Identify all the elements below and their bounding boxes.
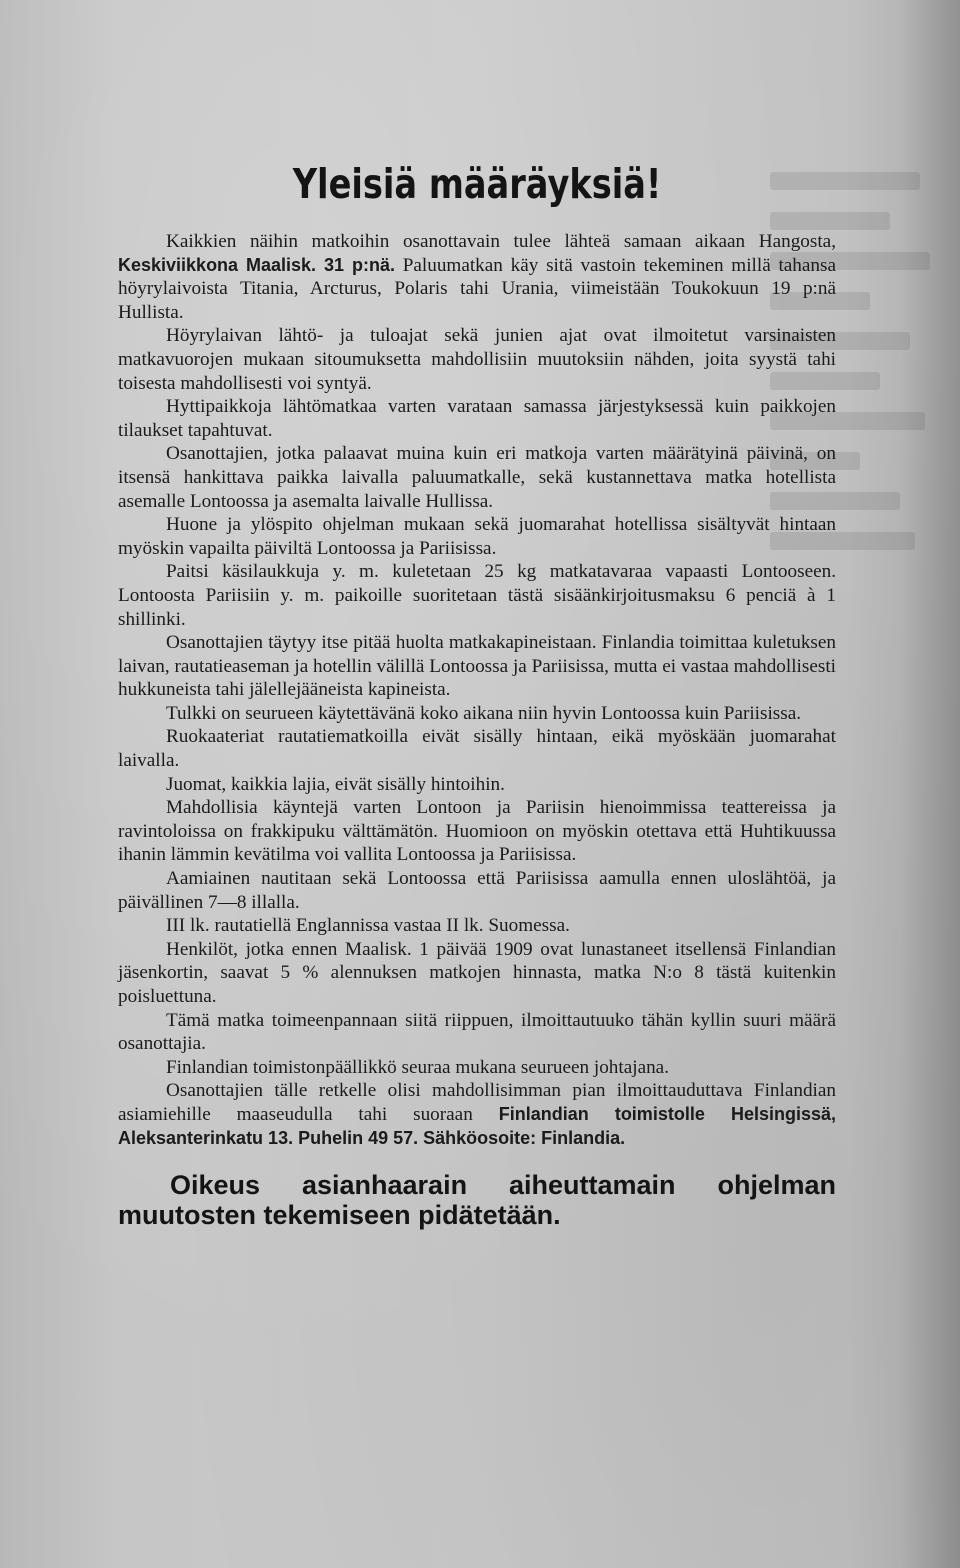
paragraph-breakfast: Aamiainen nautitaan sekä Lontoossa että Pariisissa aamulla ennen uloslähtöä, ja päivällinen 7—8 illalla. xyxy=(118,868,836,913)
closing-notice: Oikeus asianhaarain aiheuttamain ohjelman muutosten tekemiseen pidätetään. xyxy=(118,1170,836,1231)
paragraph-registration xyxy=(118,1079,836,1150)
paragraph-conditions: Tämä matka toimeenpannaan siitä riippuen, ilmoittautuuko tähän kyllin suuri määrä osanottajia. xyxy=(118,1009,836,1055)
paragraph-room-board: Huone ja ylöspito ohjelman mukaan sekä juomarahat hotellissa sisältyvät hintaan myöskin vapailta päiviltä Lontoossa ja Pariisissa. xyxy=(118,514,836,559)
paragraph-text: Osanottajien tälle retkelle olisi mahdollisimman pian ilmoittauduttava Finlandian asiamiehille maaseudulla tahi suoraan xyxy=(118,1080,836,1125)
paragraph-departure xyxy=(118,230,836,324)
paragraph-text: Kaikkien näihin matkoihin osanottavain tulee lähteä samaan aikaan Hangosta, xyxy=(166,231,836,252)
paragraph-meals: Ruokaateriat rautatiematkoilla eivät sisälly hintaan, eikä myöskään juomarahat laivalla. xyxy=(118,726,836,772)
paragraph-belongings: Osanottajien täytyy itse pitää huolta matkakapineistaan. Finlandia toimittaa kuletuksen laivan, rautatieaseman ja hotellin välillä Lontoossa ja Pariisissa, mutta ei vastaa mahdollisesti hukkuneista tahi jälellejääneista kapineista. xyxy=(118,632,836,701)
paragraph-interpreter: Tulkki on seurueen käytettävänä koko aikana niin hyvin Lontoossa kuin Pariisissa. xyxy=(166,702,802,724)
paragraph-leader: Finlandian toimistonpäällikkö seuraa mukana seurueen johtajana. xyxy=(166,1056,669,1078)
document-body xyxy=(118,160,836,1257)
paragraph-timetables: Höyrylaivan lähtö- ja tuloajat sekä junien ajat ovat ilmoitetut varsinaisten matkavuorojen mukaan sitoumuksetta mahdollisiin muutoksiin nähden, joita syystä tahi toisesta mahdollisesti voi syntyä. xyxy=(118,325,836,394)
departure-date-emphasis: Keskiviikkona Maalisk. 31 p:nä. xyxy=(118,254,395,275)
paragraph-drinks: Juomat, kaikkia lajia, eivät sisälly hintoihin. xyxy=(166,773,505,795)
page-title: Yleisiä määräyksiä! xyxy=(292,160,662,208)
paragraph-text: Paluumatkan käy sitä vastoin tekeminen millä tahansa höyrylaivoista Titania, Arcturus, Polaris tahi Urania, viimeistään Toukokuun 19 p:nä Hullista. xyxy=(118,254,836,323)
office-contact-emphasis: Finlandian toimistolle Helsingissä, Aleksanterinkatu 13. Puhelin 49 57. Sähköosoite: Finlandia. xyxy=(118,1103,836,1148)
paragraph-discount: Henkilöt, jotka ennen Maalisk. 1 päivää 1909 ovat lunastaneet itsellensä Finlandian jäsenkortin, saavat 5 % alennuksen matkojen hinnasta, matka N:o 8 tästä kuitenkin poisluettuna. xyxy=(118,938,836,1007)
paragraph-cabins: Hyttipaikkoja lähtömatkaa varten varataan samassa järjestyksessä kuin paikkojen tilaukset tapahtuvat. xyxy=(118,396,836,441)
paragraph-attire: Mahdollisia käyntejä varten Lontoon ja Pariisin hienoimmissa teattereissa ja ravintoloissa on frakkipuku välttämätön. Huomioon on myöskin otettava että Huhtikuussa ihanin lämmin kevätilma voi vallita Lontoossa ja Pariisissa. xyxy=(118,797,836,866)
paragraph-return-travel: Osanottajien, jotka palaavat muina kuin eri matkoja varten määrätyinä päivinä, on itsensä hankittava paikka laivalla paluumatkalle, sekä kustannettava matka hotellista asemalle Lontoossa ja asemalta laivalle Hullissa. xyxy=(118,443,836,512)
paragraph-rail-class: III lk. rautatiellä Englannissa vastaa II lk. Suomessa. xyxy=(166,915,570,937)
paragraph-luggage: Paitsi käsilaukkuja y. m. kuletetaan 25 kg matkatavaraa vapaasti Lontooseen. Lontoosta Pariisiin y. m. paikoille suoritetaan tästä sisäänkirjoitusmaksu 6 penciä à 1 shillinki. xyxy=(118,561,836,630)
